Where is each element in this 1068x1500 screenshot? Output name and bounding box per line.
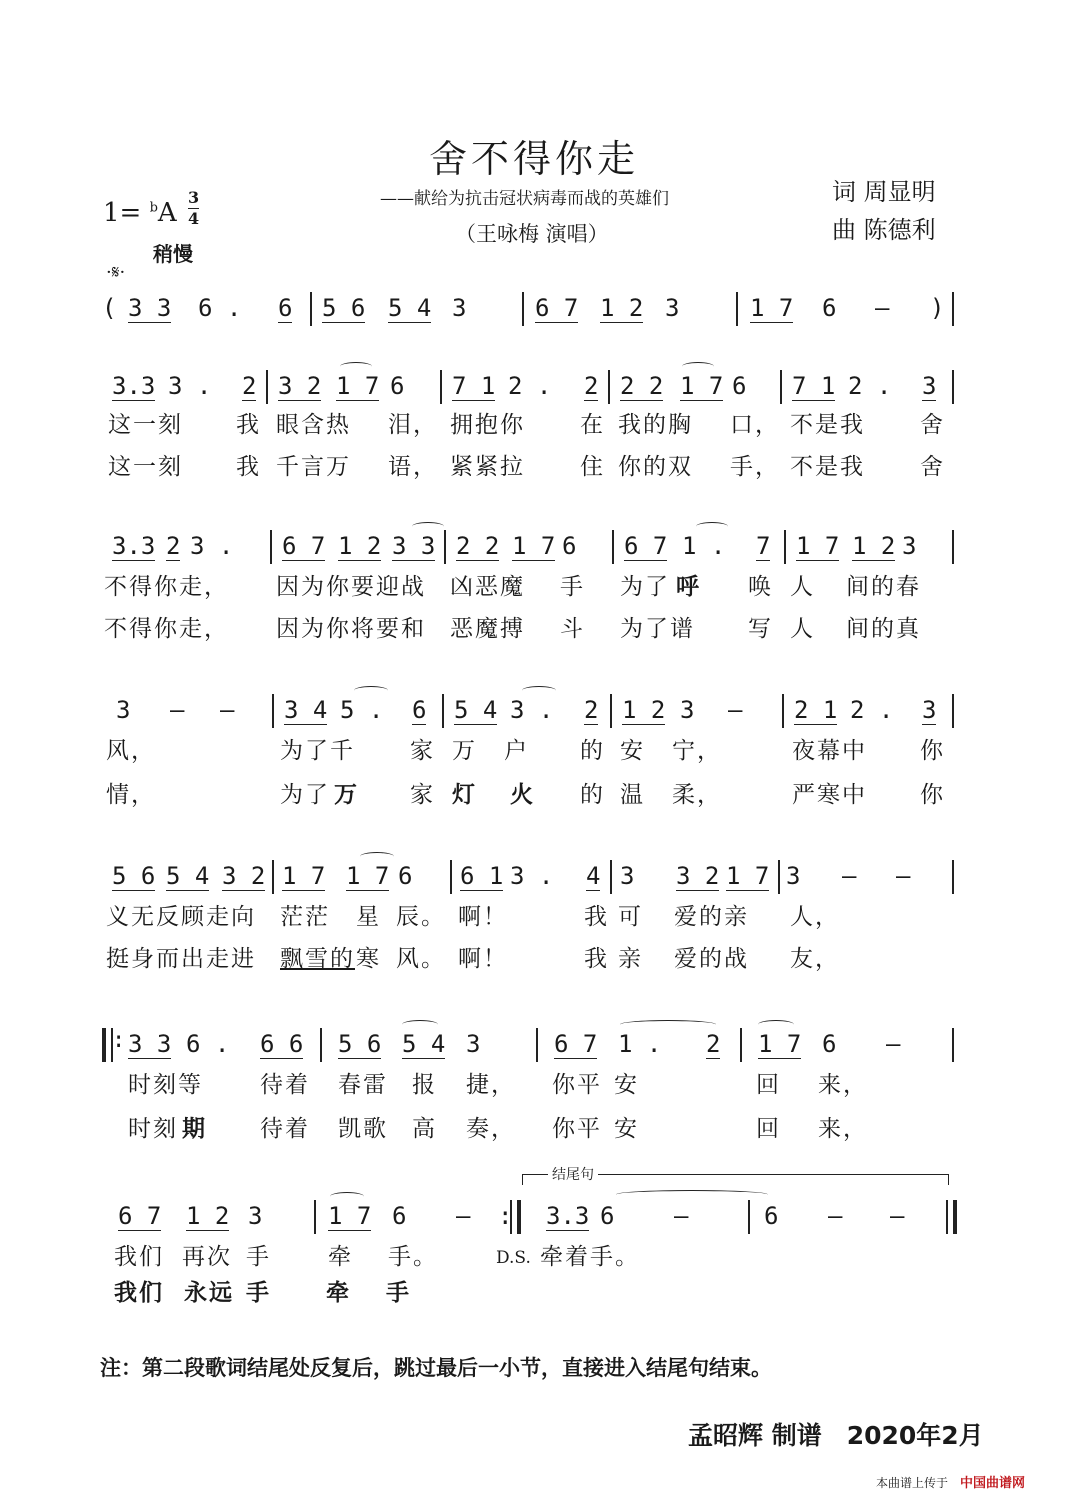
lyric: 万 — [334, 782, 359, 808]
barline — [314, 1200, 316, 1234]
note-group: 2 — [584, 372, 599, 400]
note-group: 2 1 — [794, 696, 838, 724]
footnote: 注：第二段歌词结尾处反复后，跳过最后一小节，直接进入结尾句结束。 — [100, 1356, 772, 1380]
lyric: 口， — [730, 412, 780, 438]
note-group: 5 6 — [338, 1030, 382, 1058]
note-group: 3 . — [168, 372, 212, 400]
note-group: 6 7 — [624, 532, 668, 560]
barline — [442, 694, 444, 728]
lyric: 可 — [618, 904, 643, 930]
segno-sign: ·𝄋· — [106, 262, 126, 283]
lyric: 不是我 — [790, 412, 865, 438]
lyric: 风。 — [396, 946, 446, 972]
barline — [952, 1028, 954, 1062]
lyric: 安 — [620, 738, 645, 764]
lyric: 的 — [580, 782, 605, 808]
barline — [952, 530, 954, 564]
barline — [784, 530, 786, 564]
final-barline — [946, 1200, 957, 1234]
note-group: 2 2 — [620, 372, 664, 400]
slur — [522, 686, 556, 695]
note-group: 6 — [600, 1202, 615, 1230]
barline — [450, 860, 452, 894]
lyric: 为了 — [280, 782, 330, 808]
barline — [952, 370, 954, 404]
note-group: 6 — [562, 532, 577, 560]
dal-segno-mark: D.S. — [496, 1248, 531, 1268]
lyric: 你 — [920, 738, 945, 764]
slur — [340, 362, 372, 371]
lyric: 家 — [410, 782, 435, 808]
notation-row-1 — [100, 294, 960, 334]
lyric: 为了谱 — [620, 616, 695, 642]
lyric: 辰。 — [396, 904, 446, 930]
key-signature — [103, 198, 177, 228]
barline — [310, 292, 312, 326]
upload-notice: 本曲谱上传于 — [876, 1476, 949, 1490]
lyric: 永远 — [184, 1280, 234, 1306]
lyric: 这一刻 — [108, 412, 183, 438]
note-group: 1 7 — [726, 862, 770, 890]
tie — [620, 1020, 716, 1029]
note-group: 3.3 — [112, 372, 156, 400]
note-group: 3 . — [190, 532, 234, 560]
note-group: 5 6 — [112, 862, 156, 890]
lyric: 间的春 — [846, 574, 921, 600]
note-group: 3 . — [510, 696, 554, 724]
barline — [610, 860, 612, 894]
repeat-end-dots: : — [498, 1202, 513, 1230]
note-group: 7 1 — [792, 372, 836, 400]
lyric: 舍 — [920, 454, 945, 480]
note-group: 2 . — [850, 696, 894, 724]
lyric: 我们 — [114, 1280, 164, 1306]
note-group: 3 — [786, 862, 801, 890]
lyric: 宁， — [672, 738, 722, 764]
note-group: 6 — [398, 862, 413, 890]
lyric: 手 — [246, 1280, 271, 1306]
lyric: 你的双 — [618, 454, 693, 480]
note-group: 3 . — [510, 862, 554, 890]
lyric: 夜幕中 — [792, 738, 867, 764]
note-group: 3 — [452, 294, 467, 322]
note-group: 1 7 — [758, 1030, 802, 1058]
note-group: 3 — [922, 372, 937, 400]
barline — [440, 370, 442, 404]
lyric: 家 — [410, 738, 435, 764]
repeat-dots: : — [112, 1028, 126, 1053]
lyric: 你 — [920, 782, 945, 808]
note-group: 1 2 — [852, 532, 896, 560]
lyric: 捷， — [466, 1072, 516, 1098]
note-group: – — [842, 862, 857, 890]
lyric: 千言万 — [276, 454, 351, 480]
lyric: 待着 — [260, 1116, 310, 1142]
lyric: 友， — [790, 946, 840, 972]
lyric: 时刻 — [128, 1116, 178, 1142]
time-bottom: 4 — [188, 209, 200, 228]
barline — [782, 694, 784, 728]
site-logo[interactable]: 中国曲谱网 — [960, 1476, 1026, 1491]
lyric: 我的胸 — [618, 412, 693, 438]
slur — [402, 1020, 438, 1029]
note-group: 6 1 — [460, 862, 504, 890]
lyric: 期 — [182, 1116, 207, 1142]
lyric: 风， — [106, 738, 156, 764]
note-group: 1 7 — [336, 372, 380, 400]
barline — [952, 694, 954, 728]
note-group: 6 7 — [118, 1202, 162, 1230]
slur — [758, 1020, 794, 1029]
notation-row-4 — [100, 696, 960, 736]
time-top: 3 — [188, 188, 200, 207]
lyric: 啊！ — [458, 946, 508, 972]
lyric: 凶恶魔 — [450, 574, 525, 600]
tempo-marking: 稍慢 — [153, 242, 193, 266]
note-group: 3 2 — [278, 372, 322, 400]
lyric: 再次 — [182, 1244, 232, 1270]
barline — [612, 530, 614, 564]
lyric: 我们 — [114, 1244, 164, 1270]
lyric: 为了千 — [280, 738, 355, 764]
note-group: 1 7 — [512, 532, 556, 560]
barline — [444, 530, 446, 564]
lyric: 在 — [580, 412, 605, 438]
note-group: – — [170, 696, 185, 724]
note-group: 3 — [902, 532, 917, 560]
note-group: 1 2 — [600, 294, 644, 322]
note-group: 5 6 — [322, 294, 366, 322]
note-group: 3 — [248, 1202, 263, 1230]
lyric: 不得你走， — [104, 616, 229, 642]
lyric: 手 — [246, 1244, 271, 1270]
note-group: 3 3 — [128, 1030, 172, 1058]
note-group: 1 . — [682, 532, 726, 560]
note-group: 6 — [822, 294, 837, 322]
note-group: 3 — [466, 1030, 481, 1058]
lyric: 高 — [412, 1116, 437, 1142]
lyric: 火 — [510, 782, 535, 808]
ending-label: 结尾句 — [548, 1164, 598, 1184]
lyric: 人 — [790, 616, 815, 642]
note-group: 5 4 — [454, 696, 498, 724]
note-group: 3.3 — [112, 532, 156, 560]
lyrics-row-4-verse-2 — [100, 776, 960, 810]
lyric: 茫茫 — [280, 904, 330, 930]
note-group: 1 7 — [680, 372, 724, 400]
lyric: 的 — [580, 738, 605, 764]
lyric: 来， — [818, 1116, 868, 1142]
slur — [682, 362, 714, 371]
note-group: 6 — [392, 1202, 407, 1230]
lyric: 爱的亲 — [674, 904, 749, 930]
lyrics-row-5-verse-1 — [100, 898, 960, 932]
note-group: 6 . — [186, 1030, 230, 1058]
lyric: 间的真 — [846, 616, 921, 642]
barline — [522, 292, 524, 326]
barline — [536, 1028, 538, 1062]
note-group: 2 — [706, 1030, 721, 1058]
note-group: 3 — [665, 294, 680, 322]
key-prefix: 1= — [103, 198, 142, 228]
note-group: 1 . — [618, 1030, 662, 1058]
slur — [696, 522, 728, 531]
lyrics-row-7-verse-2 — [100, 1274, 960, 1308]
barline — [266, 370, 268, 404]
barline — [740, 1028, 742, 1062]
lyric: 住 — [580, 454, 605, 480]
note-group: 6 — [732, 372, 747, 400]
note-group: 7 1 — [452, 372, 496, 400]
barline — [270, 530, 272, 564]
lyric: 飘雪的 — [280, 946, 355, 972]
lyric: 手 — [386, 1280, 411, 1306]
lyric: 万 — [452, 738, 477, 764]
lyric: 我 — [236, 454, 261, 480]
barline — [608, 370, 610, 404]
note-group: – — [456, 1202, 471, 1230]
note-group: 7 — [756, 532, 771, 560]
lyrics-row-6-verse-1 — [100, 1066, 960, 1100]
note-group: 5 4 — [388, 294, 432, 322]
lyric: 星 — [356, 904, 381, 930]
song-subtitle: ——献给为抗击冠状病毒而战的英雄们 — [380, 189, 669, 209]
barline — [780, 370, 782, 404]
note-group: 3 3 — [392, 532, 436, 560]
time-signature — [188, 188, 199, 229]
lyric: 我 — [584, 904, 609, 930]
lyrics-row-4-verse-1 — [100, 732, 960, 766]
note-group: 6 7 — [282, 532, 326, 560]
lyric: 不得你走， — [104, 574, 229, 600]
note-group: 2 — [166, 532, 181, 560]
note-group: 6 — [390, 372, 405, 400]
note-group: – — [728, 696, 743, 724]
composer-credit: 曲 陈德利 — [832, 216, 936, 244]
note-group: 3 — [922, 696, 937, 724]
lyric: 因为你要迎战 — [276, 574, 426, 600]
note-group: 3 2 — [676, 862, 720, 890]
barline — [748, 1200, 750, 1234]
note-group: – — [890, 1202, 905, 1230]
lyric: 人 — [790, 574, 815, 600]
note-group: 3 4 — [284, 696, 328, 724]
barline — [272, 694, 274, 728]
lyric: 斗 — [560, 616, 585, 642]
lyric: 不是我 — [790, 454, 865, 480]
barline — [952, 860, 954, 894]
lyric: 人， — [790, 904, 840, 930]
note-group: 6 — [278, 294, 293, 322]
lyric: 你平 — [552, 1116, 602, 1142]
lyric: 我 — [236, 412, 261, 438]
lyric: 爱的战 — [674, 946, 749, 972]
note-group: 1 7 — [328, 1202, 372, 1230]
lyric: 舍 — [920, 412, 945, 438]
key-flat: b — [149, 200, 158, 216]
note-group: 1 2 — [186, 1202, 230, 1230]
lyrics-row-3-verse-1 — [100, 568, 960, 602]
lyric: 安 — [614, 1116, 639, 1142]
lyric: 严寒中 — [792, 782, 867, 808]
slur — [354, 686, 388, 695]
note-group: 1 2 — [338, 532, 382, 560]
lyric: 拥抱你 — [450, 412, 525, 438]
lyric: 情， — [106, 782, 156, 808]
lyric: 回 — [756, 1072, 781, 1098]
lyric: 牵着手。 — [540, 1244, 640, 1270]
slur — [412, 522, 444, 531]
note-group: 1 7 — [282, 862, 326, 890]
note-group: 5 4 — [402, 1030, 446, 1058]
note-group: 3 — [620, 862, 635, 890]
lyric: 眼含热 — [276, 412, 351, 438]
notation-row-6 — [100, 1030, 960, 1070]
lyric: 牵 — [326, 1280, 351, 1306]
note-group: 2 . — [848, 372, 892, 400]
note-group: 6 7 — [535, 294, 579, 322]
song-title: 舍不得你走 — [428, 137, 639, 181]
lyric: 寒 — [356, 946, 381, 972]
barline — [320, 1028, 322, 1062]
lyric: 语， — [388, 454, 438, 480]
note-group: 5 4 — [166, 862, 210, 890]
key-note: A — [157, 198, 177, 228]
lyric: 时刻等 — [128, 1072, 203, 1098]
lyric: 手 — [560, 574, 585, 600]
tie — [616, 1190, 768, 1199]
barline — [736, 292, 738, 326]
lyric: 紧紧拉 — [450, 454, 525, 480]
lyric: 春雷 — [338, 1072, 388, 1098]
lyric: 泪， — [388, 412, 438, 438]
note-group: ) — [930, 294, 945, 322]
lyric: 写 — [748, 616, 773, 642]
singer-credit: （王咏梅 演唱） — [455, 222, 609, 246]
lyric: 手， — [730, 454, 780, 480]
note-group: ( — [102, 294, 117, 322]
lyric: 牵 — [328, 1244, 353, 1270]
lyric: 户 — [504, 738, 529, 764]
lyric: 柔， — [672, 782, 722, 808]
lyric: 啊！ — [458, 904, 508, 930]
lyric: 呼 — [676, 574, 701, 600]
note-group: 6 — [764, 1202, 779, 1230]
note-group: 3 — [680, 696, 695, 724]
lyrics-row-5-verse-2 — [100, 940, 960, 974]
note-group: 6 . — [198, 294, 242, 322]
note-group: 1 7 — [750, 294, 794, 322]
slur — [330, 1192, 364, 1201]
note-group: 3 3 — [128, 294, 172, 322]
notation-row-7 — [100, 1202, 960, 1242]
lyricist-credit: 词 周显明 — [832, 178, 936, 206]
note-group: 2 — [584, 696, 599, 724]
lyric: 这一刻 — [108, 454, 183, 480]
lyrics-row-3-verse-2 — [100, 610, 960, 644]
lyric: 为了 — [620, 574, 670, 600]
lyric: 我 — [584, 946, 609, 972]
note-group: – — [886, 1030, 901, 1058]
notation-row-5 — [100, 862, 960, 902]
note-group: 3.3 — [546, 1202, 590, 1230]
note-group: 6 6 — [260, 1030, 304, 1058]
note-group: 1 7 — [796, 532, 840, 560]
note-group: 5 . — [340, 696, 384, 724]
note-group: – — [674, 1202, 689, 1230]
note-group: – — [875, 294, 890, 322]
lyric: 灯 — [452, 782, 477, 808]
lyrics-row-6-verse-2 — [100, 1110, 960, 1144]
lyric: 回 — [756, 1116, 781, 1142]
lyric: 因为你将要和 — [276, 616, 426, 642]
note-group: 6 — [822, 1030, 837, 1058]
lyric: 义无反顾走向 — [106, 904, 256, 930]
note-group: 3 2 — [222, 862, 266, 890]
note-group: 1 7 — [346, 862, 390, 890]
slur — [360, 852, 394, 861]
lyric: 报 — [412, 1072, 437, 1098]
barline — [272, 860, 274, 894]
lyric: 手。 — [388, 1244, 438, 1270]
barline — [610, 694, 612, 728]
lyric: 待着 — [260, 1072, 310, 1098]
note-group: 3 — [116, 696, 131, 724]
lyric: 唤 — [748, 574, 773, 600]
lyric: 安 — [614, 1072, 639, 1098]
lyrics-row-2-verse-2 — [100, 448, 960, 482]
lyric: 凯歌 — [338, 1116, 388, 1142]
lyric: 你平 — [552, 1072, 602, 1098]
lyric: 亲 — [618, 946, 643, 972]
notation-row-3 — [100, 532, 960, 572]
lyrics-row-2-verse-1 — [100, 406, 960, 440]
transcriber-credit: 孟昭辉 制谱 2020年2月 — [688, 1421, 984, 1450]
note-group: – — [828, 1202, 843, 1230]
lyric: 奏， — [466, 1116, 516, 1142]
lyric: 恶魔搏 — [450, 616, 525, 642]
note-group: 2 2 — [456, 532, 500, 560]
note-group: 1 2 — [622, 696, 666, 724]
note-group: 6 — [412, 696, 427, 724]
lyric: 挺身而出走进 — [106, 946, 256, 972]
barline — [952, 292, 954, 326]
note-group: 2 — [242, 372, 257, 400]
barline — [778, 860, 780, 894]
note-group: 2 . — [508, 372, 552, 400]
note-group: – — [896, 862, 911, 890]
repeat-end-barline — [510, 1200, 521, 1234]
note-group: – — [220, 696, 235, 724]
lyric: 来， — [818, 1072, 868, 1098]
note-group: 6 7 — [554, 1030, 598, 1058]
lyric: 温 — [620, 782, 645, 808]
note-group: 4 — [586, 862, 601, 890]
